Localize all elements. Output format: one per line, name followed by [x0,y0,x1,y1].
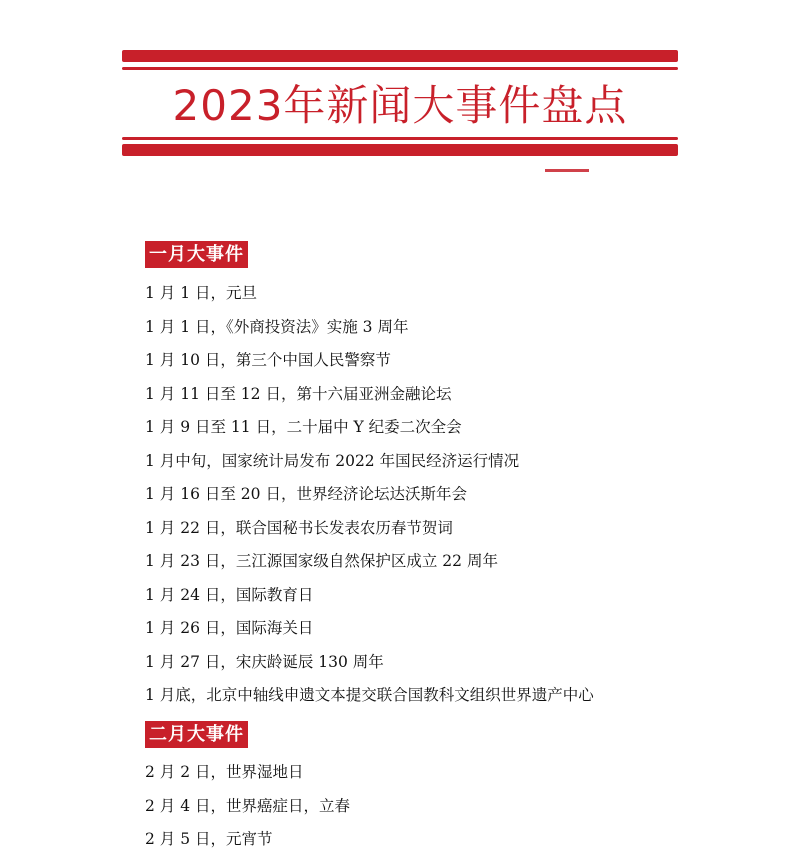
section-label-january: 一月大事件 [145,241,248,268]
decorative-dash [545,169,589,172]
list-item: 1 月 9 日至 11 日，二十届中 Y 纪委二次全会 [145,418,462,436]
list-item: 2 月 4 日，世界癌症日，立春 [145,796,351,815]
list-item: 1 月 10 日，第三个中国人民警察节 [145,351,391,369]
title-banner [122,50,678,160]
banner-bottom-bar-thick [122,144,678,156]
list-item: 1 月 1 日，元旦 [145,284,258,302]
list-item: 1 月 16 日至 20 日，世界经济论坛达沃斯年会 [145,485,467,503]
section-label-february: 二月大事件 [145,721,248,748]
list-item: 1 月底，北京中轴线申遗文本提交联合国教科文组织世界遗产中心 [145,686,594,704]
list-item: 1 月 22 日，联合国秘书长发表农历春节贺词 [145,518,453,537]
event-list-january [145,277,594,713]
list-item: 1 月 26 日，国际海关日 [145,619,314,637]
event-list-february [145,756,350,857]
page-title: 2023年新闻大事件盘点 [172,81,628,130]
list-item: 2 月 2 日，世界湿地日 [145,763,304,781]
list-item: 1 月 27 日，宋庆龄诞辰 130 周年 [145,652,384,671]
banner-bottom-bar-thin [122,137,678,140]
list-item: 1 月 23 日，三江源国家级自然保护区成立 22 周年 [145,552,498,570]
banner-top-bar-thin [122,67,678,70]
list-item: 2 月 5 日，元宵节 [145,830,273,848]
list-item: 1 月 1 日，《外商投资法》实施 3 周年 [145,317,409,336]
list-item: 1 月 11 日至 12 日，第十六届亚洲金融论坛 [145,384,452,403]
list-item: 1 月 24 日，国际教育日 [145,585,314,604]
list-item: 1 月中旬，国家统计局发布 2022 年国民经济运行情况 [145,451,520,470]
banner-top-bar-thick [122,50,678,62]
